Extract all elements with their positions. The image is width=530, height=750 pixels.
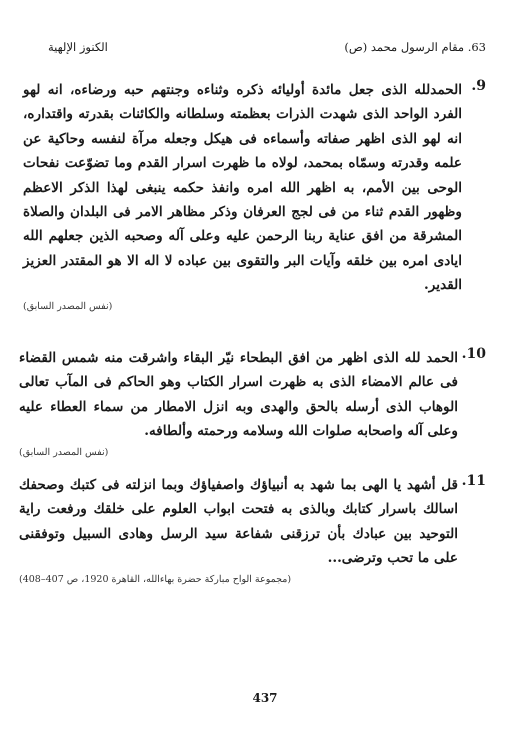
passage-number: .9	[471, 78, 486, 94]
source-citation: (مجموعة الواح مباركة حضرة بهاءالله، القاهرة 1920، ص 407–408)	[19, 573, 292, 585]
page-number: 437	[252, 691, 278, 705]
running-header-chapter: 63. مقام الرسول محمد (ص)	[344, 40, 486, 54]
source-citation: (نفس المصدر السابق)	[23, 300, 113, 312]
running-header-book: الكنوز الإلهية	[48, 40, 108, 54]
source-citation: (نفس المصدر السابق)	[19, 446, 109, 458]
passage-number: .10	[461, 346, 486, 362]
numbered-passage-9	[23, 78, 486, 312]
passage-text: الحمدلله الذى جعل مائدة أوليائه ذكره وثناءه وجنتهم حبه ورضاءه، انه لهو الفرد الواحد الذى شهدت الذرات بعظمته وسلطانه والكائنات بقدرته واقتداره، انه لهو الذى اظهر صفاته وأسماءه فى هيكل وجعله مرآة لنفسه وحاكية عن علمه وقدرته وسمّاه بمحمد، لولاه ما ظهرت اسرار القدم وما تضوّعت نفحات الوحى بين الأمم، به اظهر الله امره وانفذ حكمه ينبغى لهذا الذكر الاعظم وظهور القدم ثناء من فى لجج العرفان وذكر مظاهر الامر فى البلدان والصلاة المشرقة من افق عناية ربنا الرحمن عليه وعلى آله وصحبه الذين جعلهم الله ايادى امره بين خلقه وآيات البر والتقوى بين عباده لا اله الا هو المقتدر العزيز القدير.	[23, 82, 462, 294]
passage-text: قل أشهد يا الهى بما شهد به أنبياؤك واصفياؤك وبما انزلته فى كتبك وصحفك اسالك باسرار كتابك وبالذى به فتحت ابواب العلوم على خلقك ورفعت راية التوحيد بين عبادك بأن ترزقنى شفاعة سيد الرسل وهادى السبيل وتوفقنى على ما تحب وترضى...	[19, 477, 458, 567]
passage-text: الحمد لله الذى اظهر من افق البطحاء نيّر البقاء واشرقت منه شمس القضاء فى عالم الامضاء الذى به ظهرت اسرار الكتاب وهو الحاكم فى المآب تعالى الوهاب الذى أرسله بالحق والهدى وبه انزل الامطار من سماء العطاء عليه وعلى آله واصحابه صلوات الله وسلامه ورحمته وألطافه.	[19, 350, 458, 440]
numbered-passage-11	[19, 473, 486, 585]
numbered-passage-10	[19, 346, 486, 458]
passage-number: .11	[461, 473, 486, 489]
